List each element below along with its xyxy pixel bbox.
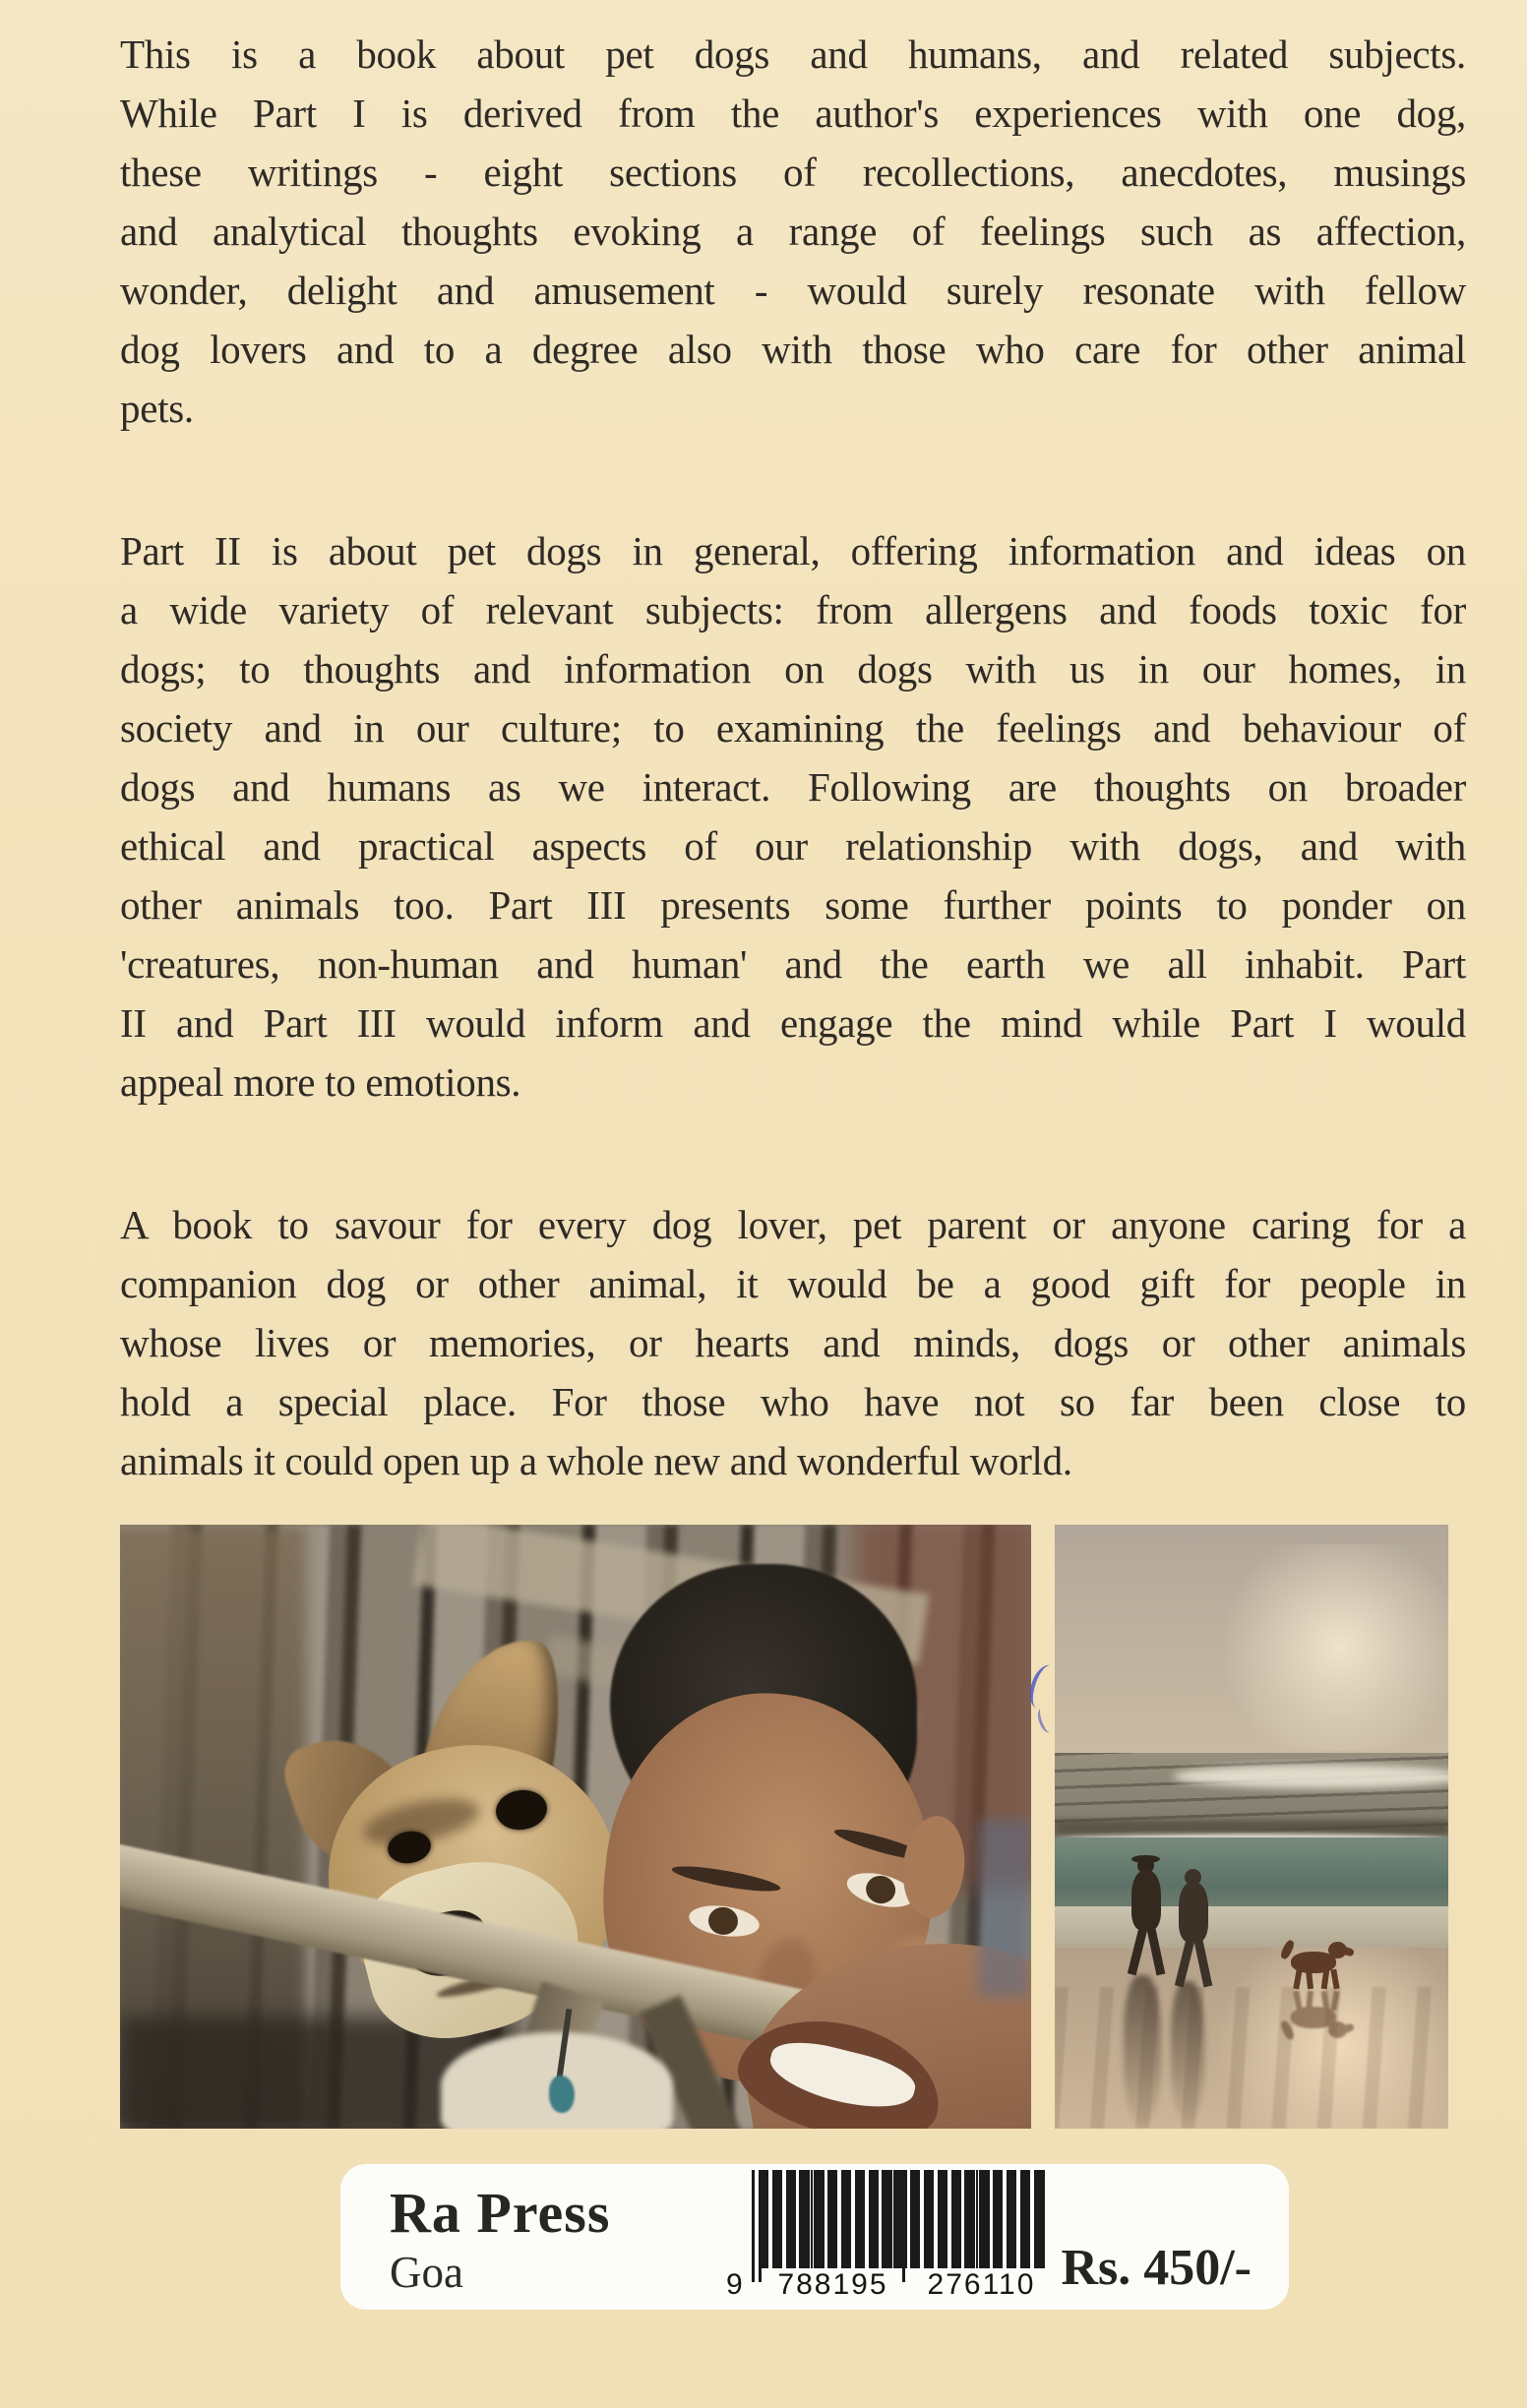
dog-leg xyxy=(1321,1969,1330,1990)
ink-mark xyxy=(1035,1707,1056,1735)
blurb-line: companion dog or other animal, it would be a good gift for people in xyxy=(120,1261,1466,1306)
barcode-guard-bar xyxy=(1035,2170,1038,2282)
blurb-line: dogs and humans as we interact. Following are thoughts on broader xyxy=(120,764,1466,810)
boy-iris xyxy=(863,1873,898,1906)
dog-leg xyxy=(1293,1991,1302,2012)
publisher-name: Ra Press xyxy=(390,2181,611,2245)
barcode-guard-bar xyxy=(902,2170,905,2282)
barcode-guard-bar xyxy=(895,2170,898,2282)
publisher-price-label xyxy=(340,2164,1289,2310)
barcode-guard-bar xyxy=(752,2170,755,2282)
blurb-line: these writings - eight sections of recollections, anecdotes, musings xyxy=(120,150,1466,195)
blurb-line: 'creatures, non-human and human' and the earth we all inhabit. Part xyxy=(120,941,1466,987)
person-body xyxy=(1131,1871,1161,1930)
blurb-line: whose lives or memories, or hearts and minds, dogs or other animals xyxy=(120,1320,1466,1365)
blurb-line: II and Part III would inform and engage the mind while Part I would xyxy=(120,1000,1466,1046)
person-leg xyxy=(1146,1924,1166,1976)
blurb-paragraph-2 xyxy=(120,521,1466,1112)
boy-iris xyxy=(706,1905,740,1937)
sand-ripples xyxy=(1055,1987,1448,2129)
blurb-line: wonder, delight and amusement - would surely resonate with fellow xyxy=(120,268,1466,313)
photo-beach-couple-dog xyxy=(1055,1525,1448,2129)
breaking-wave xyxy=(1055,1837,1448,1906)
blurb-line: Part II is about pet dogs in general, offering information and ideas on xyxy=(120,528,1466,573)
blurb-line: a wide variety of relevant subjects: from allergens and foods toxic for xyxy=(120,587,1466,632)
blurb-paragraph-1 xyxy=(120,25,1466,438)
blurb-line: dogs; to thoughts and information on dogs with us in our homes, in xyxy=(120,646,1466,692)
isbn-digits xyxy=(726,2268,1051,2302)
dog-leg xyxy=(1330,1969,1339,1990)
boy-teeth xyxy=(764,2033,920,2119)
person-leg xyxy=(1128,1924,1148,1976)
blurb-paragraph-3 xyxy=(120,1195,1466,1490)
person-leg xyxy=(1193,1936,1213,1988)
foam-streak xyxy=(1173,1765,1448,1788)
blurb-line: While Part I is derived from the author's experiences with one dog, xyxy=(120,90,1466,136)
dog-leg xyxy=(1293,1969,1302,1990)
blurb-line: animals it could open up a whole new and wonderful world. xyxy=(120,1438,1072,1483)
sun-glare xyxy=(1202,1544,1448,1751)
beach-dog-figure xyxy=(1277,1942,1356,1991)
person-body xyxy=(1179,1883,1208,1942)
isbn-barcode xyxy=(726,2170,1051,2304)
foam-band xyxy=(1055,1906,1448,1950)
publisher-city: Goa xyxy=(390,2248,463,2297)
person-reflection xyxy=(1124,1975,1161,2123)
isbn-prefix-digit: 9 xyxy=(726,2268,743,2301)
barcode-guard-bar xyxy=(759,2170,762,2282)
blurb-line: This is a book about pet dogs and humans, and related subjects. xyxy=(120,31,1466,77)
person-reflection xyxy=(1171,1981,1204,2121)
blurb-line: dog lovers and to a degree also with those who care for other animal xyxy=(120,327,1466,372)
blurb-line: society and in our culture; to examining the feelings and behaviour of xyxy=(120,705,1466,751)
dog-reflection xyxy=(1277,1989,1356,2038)
dog-collar-tag xyxy=(549,2076,575,2113)
walking-person-with-hat xyxy=(1126,1857,1171,1977)
blurb-line: appeal more to emotions. xyxy=(120,1059,521,1105)
beach-dog xyxy=(1277,1942,1356,1991)
blurb-line: other animals too. Part III presents some further points to ponder on xyxy=(120,882,1466,928)
isbn-digit-group: 788195 xyxy=(764,2268,902,2302)
blurb-line: hold a special place. For those who have not so far been close to xyxy=(120,1379,1466,1424)
isbn-digit-group: 276110 xyxy=(912,2268,1051,2302)
price-text: Rs. 450/- xyxy=(1061,2240,1252,2297)
dog-leg xyxy=(1330,1991,1339,2012)
barcode-bars xyxy=(752,2170,1045,2268)
blurb-line: A book to savour for every dog lover, pet parent or anyone caring for a xyxy=(120,1202,1466,1247)
blurb-line: and analytical thoughts evoking a range of feelings such as affection, xyxy=(120,209,1466,254)
blurb-line: ethical and practical aspects of our relationship with dogs, and with xyxy=(120,823,1466,869)
walking-person xyxy=(1173,1869,1218,1983)
barcode-guard-bar xyxy=(1042,2170,1045,2282)
blue-clothing-patch xyxy=(978,1820,1029,1997)
photo-boy-with-dog xyxy=(120,1525,1031,2129)
person-leg xyxy=(1175,1936,1195,1988)
blurb-line: pets. xyxy=(120,386,194,431)
